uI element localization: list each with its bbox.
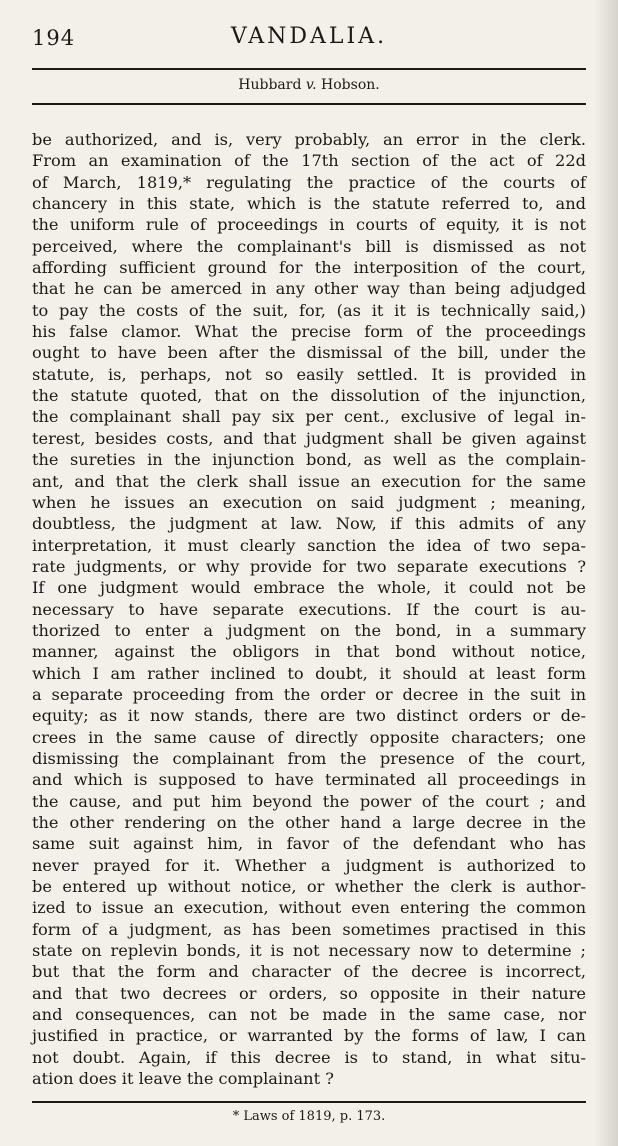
text-line: ought to have been after the dismissal of the bill, under the	[32, 343, 586, 363]
text-line: ation does it leave the complainant ?	[32, 1069, 334, 1089]
text-line: doubtless, the judgment at law. Now, if this admits of any	[32, 514, 586, 534]
text-line: chancery in this state, which is the statute referred to, and	[32, 194, 586, 214]
text-line: to pay the costs of the suit, for, (as it it is technically said,)	[32, 300, 586, 320]
text-line: From an examination of the 17th section of the act of 22d	[32, 151, 586, 171]
text-line: justified in practice, or warranted by the forms of law, I can	[32, 1026, 586, 1046]
text-line: never prayed for it. Whether a judgment is authorized to	[32, 855, 586, 875]
text-line: of March, 1819,* regulating the practice of the courts of	[32, 172, 586, 192]
page-edge-shadow	[594, 0, 618, 1146]
text-line: the complainant shall pay six per cent., exclusive of legal in-	[32, 407, 586, 427]
text-line: that he can be amerced in any other way than being adjudged	[32, 279, 586, 299]
text-line: interpretation, it must clearly sanction the idea of two sepa-	[32, 535, 586, 555]
text-line: If one judgment would embrace the whole, it could not be	[32, 578, 586, 598]
text-line: the uniform rule of proceedings in courts of equity, it is not	[32, 215, 586, 235]
page-number: 194	[32, 26, 76, 50]
text-line: and that two decrees or orders, so opposite in their nature	[32, 983, 586, 1003]
header-rule-bottom	[32, 103, 586, 105]
text-line: thorized to enter a judgment on the bond, in a summary	[32, 620, 586, 640]
text-line: not doubt. Again, if this decree is to stand, in what situ-	[32, 1047, 586, 1067]
text-line: the sureties in the injunction bond, as well as the complain-	[32, 450, 586, 470]
text-line: ized to issue an execution, without even entering the common	[32, 898, 586, 918]
text-line: which I am rather inclined to doubt, it should at least form	[32, 663, 586, 683]
running-title: VANDALIA.	[230, 24, 388, 49]
text-line: dismissing the complainant from the presence of the court,	[32, 748, 586, 768]
text-line: equity; as it now stands, there are two distinct orders or de-	[32, 706, 586, 726]
text-line: terest, besides costs, and that judgment shall be given against	[32, 428, 586, 448]
page-header	[32, 22, 586, 56]
text-line: manner, against the obligors in that bond without notice,	[32, 642, 586, 662]
text-line: be authorized, and is, very probably, an error in the clerk.	[32, 130, 586, 149]
footnote: * Laws of 1819, p. 173.	[232, 1109, 386, 1124]
text-line: perceived, where the complainant's bill is dismissed as not	[32, 236, 586, 256]
case-title	[32, 77, 586, 93]
text-line: the cause, and put him beyond the power of the court ; and	[32, 791, 586, 811]
text-line: rate judgments, or why provide for two separate executions ?	[32, 556, 586, 576]
text-line: when he issues an execution on said judgment ; meaning,	[32, 492, 586, 512]
text-line: necessary to have separate executions. If the court is au-	[32, 599, 586, 619]
text-line: form of a judgment, as has been sometimes practised in this	[32, 919, 586, 939]
text-line: state on replevin bonds, it is not necessary now to determine ;	[32, 941, 586, 961]
text-line: the other rendering on the other hand a large decree in the	[32, 813, 586, 832]
case-defendant: Hobson.	[321, 77, 380, 93]
text-line: be entered up without notice, or whether the clerk is author-	[32, 877, 586, 897]
footnote-rule	[32, 1101, 586, 1103]
text-line: statute, is, perhaps, not so easily settled. It is provided in	[32, 364, 586, 384]
header-rule-top	[32, 68, 586, 70]
text-line: and which is supposed to have terminated all proceedings in	[32, 770, 586, 790]
text-line: crees in the same cause of directly opposite characters; one	[32, 727, 586, 747]
case-plaintiff: Hubbard	[238, 77, 302, 93]
text-line: affording sufficient ground for the interposition of the court,	[32, 258, 586, 278]
opinion-text	[32, 129, 586, 1089]
text-line: ant, and that the clerk shall issue an execution for the same	[32, 471, 586, 491]
text-line: but that the form and character of the decree is incorrect,	[32, 962, 586, 982]
text-line: same suit against him, in favor of the defendant who has	[32, 834, 586, 854]
case-versus: v.	[305, 77, 317, 93]
text-line: the statute quoted, that on the dissolution of the injunction,	[32, 386, 586, 406]
text-line: and consequences, can not be made in the same case, nor	[32, 1005, 586, 1025]
text-line: a separate proceeding from the order or decree in the suit in	[32, 684, 586, 704]
text-line: his false clamor. What the precise form of the proceedings	[32, 322, 586, 342]
